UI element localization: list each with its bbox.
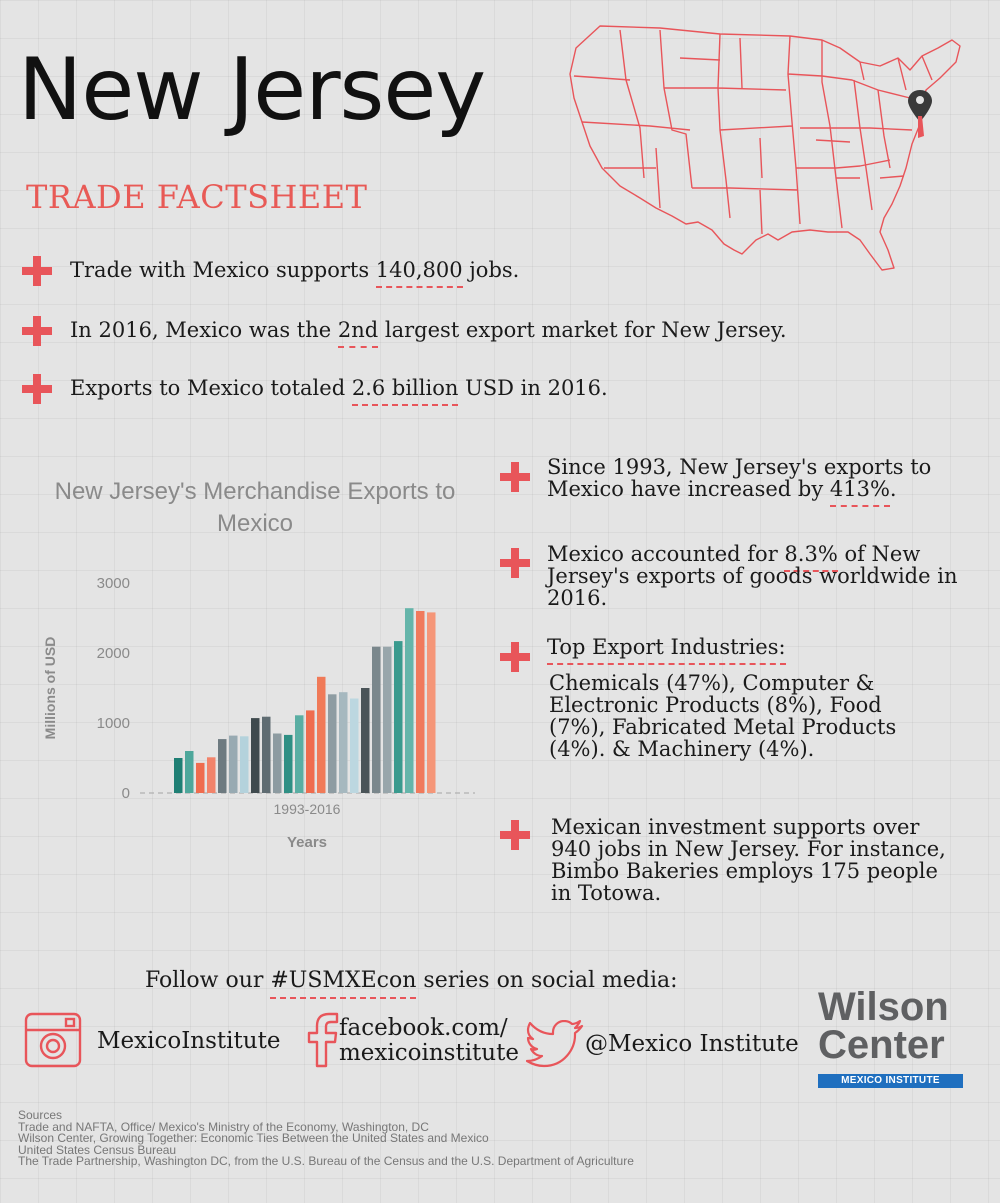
x-tick-label: 1993-2016 — [273, 801, 341, 817]
instagram-handle[interactable]: MexicoInstitute — [97, 1028, 281, 1054]
plus-icon — [22, 374, 52, 404]
bar-1998 — [229, 736, 238, 793]
fact-share: Mexico accounted for 8.3% of New Jersey's exports of goods worldwide in 2016. — [547, 542, 958, 610]
logo-bar: MEXICO INSTITUTE — [818, 1074, 963, 1088]
plus-icon — [22, 316, 52, 346]
plus-icon — [22, 256, 52, 286]
top-industries-heading: Top Export Industries: — [547, 636, 786, 658]
bar-2006 — [317, 677, 326, 793]
bar-2012 — [383, 647, 392, 793]
bar-2000 — [251, 718, 260, 793]
bar-2007 — [328, 694, 337, 793]
source-item: United States Census Bureau — [18, 1142, 177, 1157]
fact-jobs: Trade with Mexico supports 140,800 jobs. — [70, 258, 519, 282]
y-tick-label: 3000 — [96, 575, 130, 592]
plus-icon — [500, 548, 530, 578]
source-item: The Trade Partnership, Washington DC, from the U.S. Bureau of the Census and the U.S. Department of Agriculture — [18, 1154, 634, 1168]
bar-2008 — [339, 692, 348, 793]
page-subtitle: TRADE FACTSHEET — [26, 178, 368, 216]
y-tick-label: 2000 — [96, 645, 130, 662]
source-item: Wilson Center, Growing Together: Economic Ties Between the United States and Mexico — [18, 1131, 489, 1145]
page-title: New Jersey — [18, 40, 486, 140]
sources — [18, 1110, 634, 1168]
instagram-icon[interactable] — [24, 1012, 82, 1068]
bar-2015 — [416, 611, 425, 793]
location-pin-icon — [908, 90, 932, 138]
y-tick-label: 1000 — [96, 715, 130, 732]
bar-1997 — [218, 739, 227, 793]
plus-icon — [500, 462, 530, 492]
facebook-icon[interactable] — [304, 1012, 340, 1068]
follow-line: Follow our #USMXEcon series on social media: — [145, 968, 678, 993]
facebook-link[interactable] — [339, 1016, 519, 1066]
bar-1994 — [185, 751, 194, 793]
us-map — [560, 18, 990, 273]
bar-2005 — [306, 710, 315, 793]
bar-2009 — [350, 699, 359, 794]
exports-bar-chart — [30, 560, 490, 860]
bar-1995 — [196, 763, 205, 793]
top-industries-list: Chemicals (47%), Computer & Electronic Products (8%), Food (7%), Fabricated Metal Products (4%). & Machinery (4%). — [549, 671, 897, 761]
fact-rank: In 2016, Mexico was the 2nd largest export market for New Jersey. — [70, 318, 787, 342]
bar-1996 — [207, 757, 216, 793]
source-item: Trade and NAFTA, Office/ Mexico's Ministry of the Economy, Washington, DC — [18, 1119, 429, 1134]
bar-2002 — [273, 734, 282, 794]
sources-heading: Sources — [18, 1108, 63, 1122]
twitter-handle[interactable]: @Mexico Institute — [585, 1031, 799, 1057]
bar-2010 — [361, 688, 370, 793]
bar-2004 — [295, 715, 304, 793]
twitter-icon[interactable] — [526, 1020, 584, 1068]
bar-1999 — [240, 736, 249, 793]
plus-icon — [500, 642, 530, 672]
bar-2016 — [427, 612, 436, 793]
bar-2013 — [394, 641, 403, 793]
logo-line2: Center — [818, 1023, 945, 1067]
wilson-center-logo — [818, 985, 949, 1067]
bar-2014 — [405, 608, 414, 793]
fact-investment: Mexican investment supports over 940 jobs in New Jersey. For instance, Bimbo Bakeries employs 175 people in Totowa. — [551, 815, 946, 905]
facebook-link-line2: mexicoinstitute — [339, 1040, 519, 1066]
fact-increase: Since 1993, New Jersey's exports to Mexico have increased by 413%. — [547, 456, 967, 500]
logo-line1: Wilson — [818, 985, 949, 1029]
fact-exports: Exports to Mexico totaled 2.6 billion USD in 2016. — [70, 376, 608, 400]
bar-2001 — [262, 717, 271, 793]
y-tick-label: 0 — [121, 785, 130, 802]
bar-2011 — [372, 647, 381, 793]
bar-2003 — [284, 735, 293, 793]
facebook-link-line1: facebook.com/ — [339, 1015, 508, 1041]
x-axis-title: Years — [286, 834, 328, 851]
chart-title: New Jersey's Merchandise Exports to Mexico — [54, 478, 456, 537]
plus-icon — [500, 820, 530, 850]
bar-1993 — [174, 758, 183, 793]
y-axis-title: Millions of USD — [42, 636, 58, 740]
